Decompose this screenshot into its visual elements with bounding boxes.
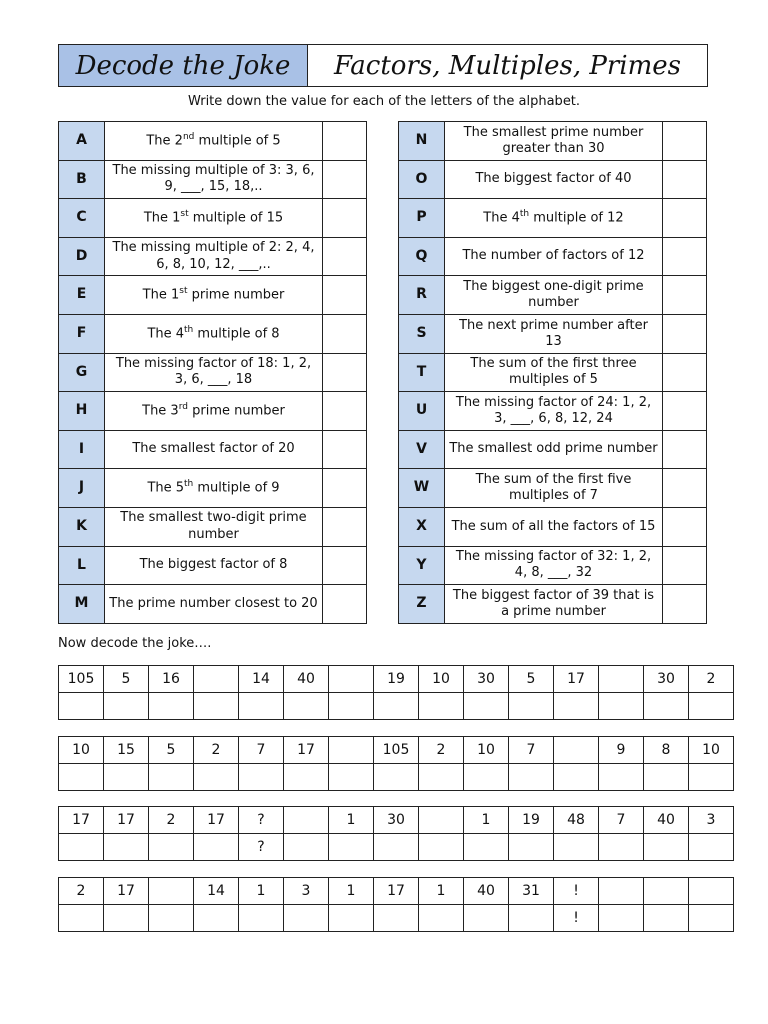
- clue-text: The sum of the first five multiples of 7: [445, 469, 663, 508]
- code-cell: 1: [329, 807, 374, 834]
- code-cell: 10: [419, 666, 464, 693]
- clue-text: The missing multiple of 3: 3, 6, 9, ___, 15, 18,..: [105, 160, 323, 199]
- clue-row: [59, 585, 367, 624]
- code-cell: 2: [59, 878, 104, 905]
- answer-row: [59, 693, 734, 720]
- answer-cell[interactable]: [464, 905, 509, 932]
- clue-text: The smallest prime number greater than 30: [445, 122, 663, 161]
- code-cell: 30: [374, 807, 419, 834]
- answer-box[interactable]: [323, 314, 367, 353]
- code-cell: 5: [149, 737, 194, 764]
- code-cell: 2: [194, 737, 239, 764]
- clue-row: [59, 507, 367, 546]
- answer-cell[interactable]: [689, 905, 734, 932]
- code-cell: 40: [284, 666, 329, 693]
- answer-cell[interactable]: [329, 834, 374, 861]
- answer-cell[interactable]: [419, 764, 464, 791]
- clue-letter: K: [59, 507, 105, 546]
- answer-box[interactable]: [323, 276, 367, 315]
- clue-table-left: [58, 121, 367, 624]
- answer-box[interactable]: [663, 546, 707, 585]
- clue-row: [59, 469, 367, 508]
- clue-row: [59, 546, 367, 585]
- clue-text: The biggest factor of 40: [445, 160, 663, 199]
- answer-box[interactable]: [323, 392, 367, 431]
- clue-text: The 2nd multiple of 5: [105, 122, 323, 161]
- clue-letter: X: [399, 507, 445, 546]
- code-cell: [554, 737, 599, 764]
- clue-row: [59, 122, 367, 161]
- clue-row: [399, 314, 707, 353]
- code-cell: 2: [149, 807, 194, 834]
- clue-letter: J: [59, 469, 105, 508]
- clue-row: [399, 469, 707, 508]
- answer-cell[interactable]: [149, 905, 194, 932]
- answer-cell[interactable]: [374, 764, 419, 791]
- clue-letter: Q: [399, 237, 445, 276]
- answer-cell[interactable]: [554, 693, 599, 720]
- answer-cell[interactable]: [509, 905, 554, 932]
- answer-cell[interactable]: [59, 764, 104, 791]
- clue-row: [59, 430, 367, 469]
- clue-letter: B: [59, 160, 105, 199]
- answer-cell[interactable]: [374, 693, 419, 720]
- answer-box[interactable]: [663, 585, 707, 624]
- clue-letter: Z: [399, 585, 445, 624]
- answer-box[interactable]: [323, 430, 367, 469]
- clue-letter: P: [399, 199, 445, 238]
- code-row: [59, 807, 734, 834]
- code-cell: 40: [644, 807, 689, 834]
- answer-cell[interactable]: [509, 834, 554, 861]
- answer-cell[interactable]: [284, 693, 329, 720]
- answer-box[interactable]: [663, 237, 707, 276]
- clue-row: [399, 392, 707, 431]
- answer-box[interactable]: [663, 199, 707, 238]
- clue-text: The next prime number after 13: [445, 314, 663, 353]
- clue-letter: W: [399, 469, 445, 508]
- clue-row: [399, 160, 707, 199]
- clue-row: [59, 392, 367, 431]
- clue-text: The missing factor of 18: 1, 2, 3, 6, ___, 18: [105, 353, 323, 392]
- clue-letter: N: [399, 122, 445, 161]
- code-cell: 31: [509, 878, 554, 905]
- code-cell: 7: [239, 737, 284, 764]
- answer-cell[interactable]: ?: [239, 834, 284, 861]
- answer-cell[interactable]: [599, 905, 644, 932]
- joke-grid: [58, 736, 734, 791]
- code-cell: 30: [464, 666, 509, 693]
- clue-letter: U: [399, 392, 445, 431]
- answer-cell[interactable]: [149, 834, 194, 861]
- clue-text: The prime number closest to 20: [105, 585, 323, 624]
- clue-row: [399, 585, 707, 624]
- clue-text: The sum of all the factors of 15: [445, 507, 663, 546]
- clue-row: [59, 237, 367, 276]
- answer-box[interactable]: [663, 392, 707, 431]
- title-topic: Factors, Multiples, Primes: [333, 50, 682, 81]
- answer-box[interactable]: [663, 122, 707, 161]
- answer-cell[interactable]: [59, 834, 104, 861]
- code-cell: 19: [374, 666, 419, 693]
- code-cell: 15: [104, 737, 149, 764]
- answer-box[interactable]: [663, 353, 707, 392]
- code-cell: 8: [644, 737, 689, 764]
- answer-cell[interactable]: [239, 905, 284, 932]
- code-cell: 7: [509, 737, 554, 764]
- code-cell: 19: [509, 807, 554, 834]
- answer-cell[interactable]: [689, 834, 734, 861]
- code-cell: 17: [284, 737, 329, 764]
- answer-cell[interactable]: [419, 834, 464, 861]
- answer-cell[interactable]: [599, 834, 644, 861]
- answer-cell[interactable]: [644, 905, 689, 932]
- clue-text: The missing factor of 32: 1, 2, 4, 8, ___, 32: [445, 546, 663, 585]
- answer-cell[interactable]: !: [554, 905, 599, 932]
- answer-cell[interactable]: [239, 764, 284, 791]
- code-cell: ?: [239, 807, 284, 834]
- clue-text: The smallest odd prime number: [445, 430, 663, 469]
- code-cell: [599, 666, 644, 693]
- code-cell: 2: [689, 666, 734, 693]
- clue-text: The missing factor of 24: 1, 2, 3, ___, 6, 8, 12, 24: [445, 392, 663, 431]
- answer-cell[interactable]: [104, 693, 149, 720]
- answer-cell[interactable]: [374, 905, 419, 932]
- answer-box[interactable]: [663, 160, 707, 199]
- answer-box[interactable]: [323, 469, 367, 508]
- answer-box[interactable]: [663, 507, 707, 546]
- clue-letter: I: [59, 430, 105, 469]
- code-cell: 16: [149, 666, 194, 693]
- answer-cell[interactable]: [689, 764, 734, 791]
- answer-cell[interactable]: [329, 693, 374, 720]
- clue-row: [59, 160, 367, 199]
- code-cell: 3: [689, 807, 734, 834]
- answer-cell[interactable]: [194, 764, 239, 791]
- code-cell: 7: [599, 807, 644, 834]
- clue-row: [399, 353, 707, 392]
- answer-box[interactable]: [323, 237, 367, 276]
- answer-cell[interactable]: [599, 693, 644, 720]
- code-cell: 10: [464, 737, 509, 764]
- answer-box[interactable]: [663, 314, 707, 353]
- clue-row: [59, 353, 367, 392]
- code-cell: 105: [59, 666, 104, 693]
- code-cell: 105: [374, 737, 419, 764]
- answer-cell[interactable]: [554, 764, 599, 791]
- answer-cell[interactable]: [644, 764, 689, 791]
- clue-text: The 3rd prime number: [105, 392, 323, 431]
- code-row: [59, 737, 734, 764]
- clue-row: [399, 122, 707, 161]
- clue-letter: L: [59, 546, 105, 585]
- answer-cell[interactable]: [554, 834, 599, 861]
- answer-cell[interactable]: [509, 764, 554, 791]
- answer-cell[interactable]: [419, 693, 464, 720]
- answer-box[interactable]: [323, 585, 367, 624]
- answer-cell[interactable]: [599, 764, 644, 791]
- answer-box[interactable]: [323, 199, 367, 238]
- code-cell: [689, 878, 734, 905]
- clue-row: [399, 199, 707, 238]
- clue-text: The biggest factor of 39 that is a prime number: [445, 585, 663, 624]
- clue-text: The 4th multiple of 12: [445, 199, 663, 238]
- clue-table-right: [398, 121, 707, 624]
- answer-cell[interactable]: [239, 693, 284, 720]
- answer-cell[interactable]: [59, 693, 104, 720]
- answer-cell[interactable]: [149, 693, 194, 720]
- clue-text: The missing multiple of 2: 2, 4, 6, 8, 10, 12, ___,..: [105, 237, 323, 276]
- code-cell: 14: [239, 666, 284, 693]
- clue-letter: F: [59, 314, 105, 353]
- clue-letter: O: [399, 160, 445, 199]
- answer-cell[interactable]: [59, 905, 104, 932]
- answer-cell[interactable]: [419, 905, 464, 932]
- title-decode: Decode the Joke: [59, 45, 308, 86]
- answer-cell[interactable]: [644, 834, 689, 861]
- answer-cell[interactable]: [329, 905, 374, 932]
- answer-cell[interactable]: [194, 693, 239, 720]
- code-cell: 30: [644, 666, 689, 693]
- clue-text: The 4th multiple of 8: [105, 314, 323, 353]
- code-cell: [644, 878, 689, 905]
- instruction-text: Write down the value for each of the letters of the alphabet.: [187, 94, 581, 109]
- answer-cell[interactable]: [284, 905, 329, 932]
- code-cell: 17: [104, 878, 149, 905]
- code-cell: 1: [239, 878, 284, 905]
- code-cell: 1: [464, 807, 509, 834]
- code-cell: 17: [374, 878, 419, 905]
- clue-text: The smallest two-digit prime number: [105, 507, 323, 546]
- clue-row: [399, 430, 707, 469]
- answer-cell[interactable]: [194, 834, 239, 861]
- clue-text: The 1st multiple of 15: [105, 199, 323, 238]
- clue-letter: G: [59, 353, 105, 392]
- code-cell: [149, 878, 194, 905]
- clue-row: [399, 237, 707, 276]
- clue-text: The smallest factor of 20: [105, 430, 323, 469]
- answer-box[interactable]: [663, 276, 707, 315]
- answer-box[interactable]: [323, 546, 367, 585]
- clue-row: [59, 276, 367, 315]
- clue-text: The sum of the first three multiples of 5: [445, 353, 663, 392]
- answer-cell[interactable]: [464, 764, 509, 791]
- code-row: [59, 878, 734, 905]
- answer-box[interactable]: [663, 430, 707, 469]
- answer-cell[interactable]: [104, 834, 149, 861]
- clue-letter: D: [59, 237, 105, 276]
- answer-cell[interactable]: [464, 834, 509, 861]
- answer-cell[interactable]: [284, 764, 329, 791]
- clue-row: [59, 199, 367, 238]
- code-cell: 17: [194, 807, 239, 834]
- code-cell: !: [554, 878, 599, 905]
- code-cell: 5: [104, 666, 149, 693]
- answer-cell[interactable]: [464, 693, 509, 720]
- clue-letter: H: [59, 392, 105, 431]
- clue-letter: T: [399, 353, 445, 392]
- decode-instruction: Now decode the joke….: [58, 636, 212, 651]
- code-cell: 48: [554, 807, 599, 834]
- code-cell: 9: [599, 737, 644, 764]
- joke-grid: [58, 665, 734, 720]
- answer-row: [59, 764, 734, 791]
- code-cell: [329, 737, 374, 764]
- answer-box[interactable]: [323, 122, 367, 161]
- answer-cell[interactable]: [374, 834, 419, 861]
- clue-letter: A: [59, 122, 105, 161]
- answer-box[interactable]: [663, 469, 707, 508]
- code-cell: 14: [194, 878, 239, 905]
- code-cell: [329, 666, 374, 693]
- code-cell: 10: [59, 737, 104, 764]
- clue-text: The number of factors of 12: [445, 237, 663, 276]
- code-cell: [194, 666, 239, 693]
- code-cell: 17: [554, 666, 599, 693]
- joke-grid: [58, 806, 734, 861]
- answer-cell[interactable]: [194, 905, 239, 932]
- clue-letter: Y: [399, 546, 445, 585]
- clue-letter: S: [399, 314, 445, 353]
- code-row: [59, 666, 734, 693]
- answer-cell[interactable]: [644, 693, 689, 720]
- code-cell: [419, 807, 464, 834]
- code-cell: 1: [419, 878, 464, 905]
- clue-row: [399, 276, 707, 315]
- clue-letter: V: [399, 430, 445, 469]
- answer-cell[interactable]: [509, 693, 554, 720]
- code-cell: 5: [509, 666, 554, 693]
- code-cell: 10: [689, 737, 734, 764]
- code-cell: [284, 807, 329, 834]
- clue-text: The biggest one-digit prime number: [445, 276, 663, 315]
- answer-cell[interactable]: [149, 764, 194, 791]
- clue-letter: C: [59, 199, 105, 238]
- code-cell: 3: [284, 878, 329, 905]
- code-cell: 1: [329, 878, 374, 905]
- clue-letter: R: [399, 276, 445, 315]
- code-cell: 40: [464, 878, 509, 905]
- clue-letter: M: [59, 585, 105, 624]
- code-cell: 2: [419, 737, 464, 764]
- answer-box[interactable]: [323, 353, 367, 392]
- clue-row: [399, 507, 707, 546]
- code-cell: 17: [59, 807, 104, 834]
- clue-row: [59, 314, 367, 353]
- code-cell: [599, 878, 644, 905]
- code-cell: 17: [104, 807, 149, 834]
- answer-cell[interactable]: [284, 834, 329, 861]
- title-bar: [58, 44, 708, 87]
- clue-letter: E: [59, 276, 105, 315]
- answer-cell[interactable]: [104, 764, 149, 791]
- answer-cell[interactable]: [329, 764, 374, 791]
- clue-text: The 5th multiple of 9: [105, 469, 323, 508]
- answer-box[interactable]: [323, 507, 367, 546]
- joke-grid: [58, 877, 734, 932]
- clue-text: The 1st prime number: [105, 276, 323, 315]
- answer-row: [59, 905, 734, 932]
- answer-cell[interactable]: [689, 693, 734, 720]
- answer-cell[interactable]: [104, 905, 149, 932]
- clue-row: [399, 546, 707, 585]
- answer-row: [59, 834, 734, 861]
- clue-text: The biggest factor of 8: [105, 546, 323, 585]
- answer-box[interactable]: [323, 160, 367, 199]
